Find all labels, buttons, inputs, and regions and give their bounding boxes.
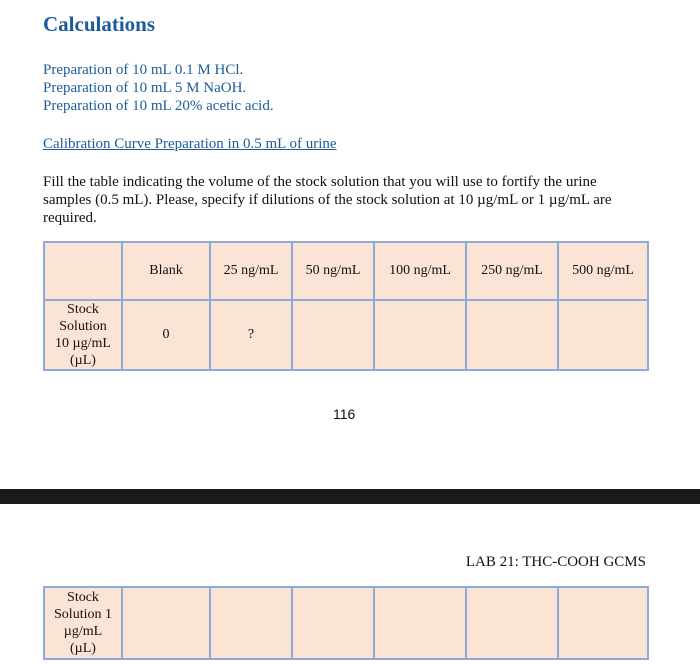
- table-row: [44, 587, 648, 659]
- row-label: [44, 587, 122, 659]
- page-heading: Calculations: [43, 12, 156, 36]
- row-label-line: Stock: [67, 302, 99, 317]
- calibration-curve-link[interactable]: Calibration Curve Preparation in 0.5 mL of urine: [43, 136, 337, 152]
- table-header-cell: Blank: [122, 242, 210, 300]
- row-label-line: Stock: [67, 590, 99, 605]
- instructions-text: Fill the table indicating the volume of the stock solution that you will use to fortify the urine samples (0.5 mL). Please, specify if dilutions of the stock solution at 10 µg/mL or 1 µg/mL are required.: [43, 174, 612, 226]
- preparation-item: Preparation of 10 mL 0.1 M HCl.: [43, 62, 244, 78]
- preparation-item: Preparation of 10 mL 5 M NaOH.: [43, 80, 247, 96]
- row-label-line: Solution: [59, 319, 107, 334]
- table-cell[interactable]: [558, 300, 648, 370]
- table-cell[interactable]: [374, 300, 466, 370]
- preparation-list: [43, 61, 274, 115]
- table-header-row: [44, 242, 648, 300]
- row-label: [44, 300, 122, 370]
- lab-title: LAB 21: THC-COOH GCMS: [465, 554, 646, 570]
- table-cell[interactable]: [292, 300, 374, 370]
- table-header-cell: 50 ng/mL: [292, 242, 374, 300]
- page-number: 116: [333, 406, 356, 422]
- row-label-line: (µL): [70, 353, 96, 368]
- table-cell[interactable]: [292, 587, 374, 659]
- table-cell[interactable]: 0: [122, 300, 210, 370]
- table-header-cell: [44, 242, 122, 300]
- table-cell[interactable]: [210, 587, 292, 659]
- table-cell[interactable]: [466, 587, 558, 659]
- table-cell[interactable]: [122, 587, 210, 659]
- page-divider: [0, 489, 700, 504]
- table-cell[interactable]: [466, 300, 558, 370]
- table-cell[interactable]: ?: [210, 300, 292, 370]
- table-cell[interactable]: [374, 587, 466, 659]
- preparation-item: Preparation of 10 mL 20% acetic acid.: [43, 98, 274, 114]
- row-label-line: 10 µg/mL: [55, 336, 111, 351]
- dilution-table: [43, 586, 649, 660]
- row-label-line: Solution 1: [54, 607, 112, 622]
- table-header-cell: 100 ng/mL: [374, 242, 466, 300]
- table-header-cell: 25 ng/mL: [210, 242, 292, 300]
- table-row: [44, 300, 648, 370]
- table-cell[interactable]: [558, 587, 648, 659]
- row-label-line: µg/mL: [63, 624, 103, 639]
- table-header-cell: 250 ng/mL: [466, 242, 558, 300]
- row-label-line: (µL): [70, 641, 96, 656]
- table-header-cell: 500 ng/mL: [558, 242, 648, 300]
- calibration-table: [43, 241, 649, 371]
